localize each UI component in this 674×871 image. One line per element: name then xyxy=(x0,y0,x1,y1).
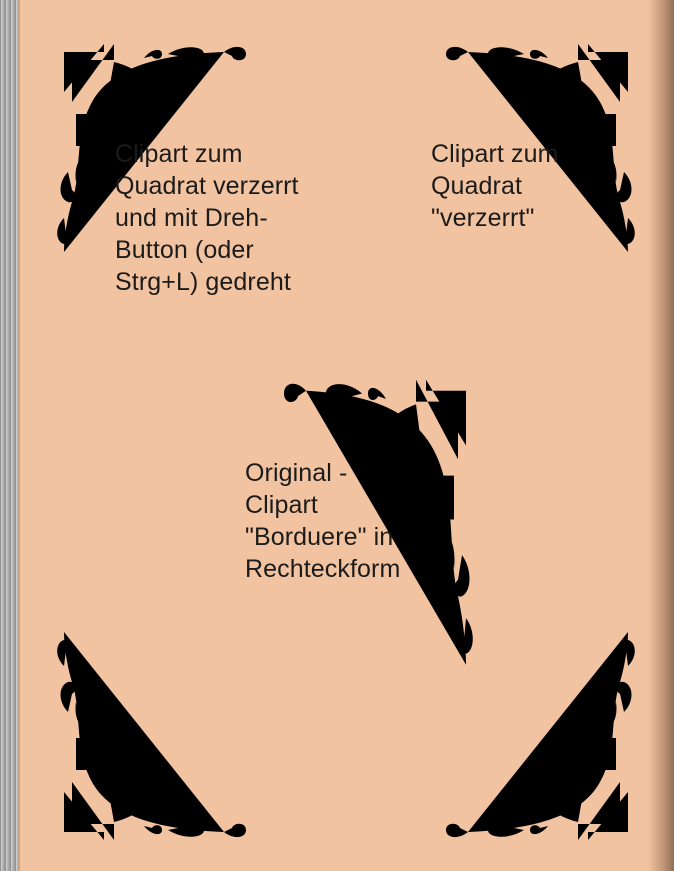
bottom-left-corner-ornament xyxy=(44,620,266,842)
page-edge-shadow xyxy=(648,0,674,871)
label-original-clipart: Original - Clipart "Borduere" in Rechteckform xyxy=(245,459,401,583)
book-spine xyxy=(0,0,18,871)
bottom-right-corner-ornament xyxy=(428,620,650,842)
label-rotated-clipart: Clipart zum Quadrat verzerrt und mit Dreh- Button (oder Strg+L) gedreht xyxy=(115,140,299,296)
label-square-clipart: Clipart zum Quadrat "verzerrt" xyxy=(431,140,559,232)
